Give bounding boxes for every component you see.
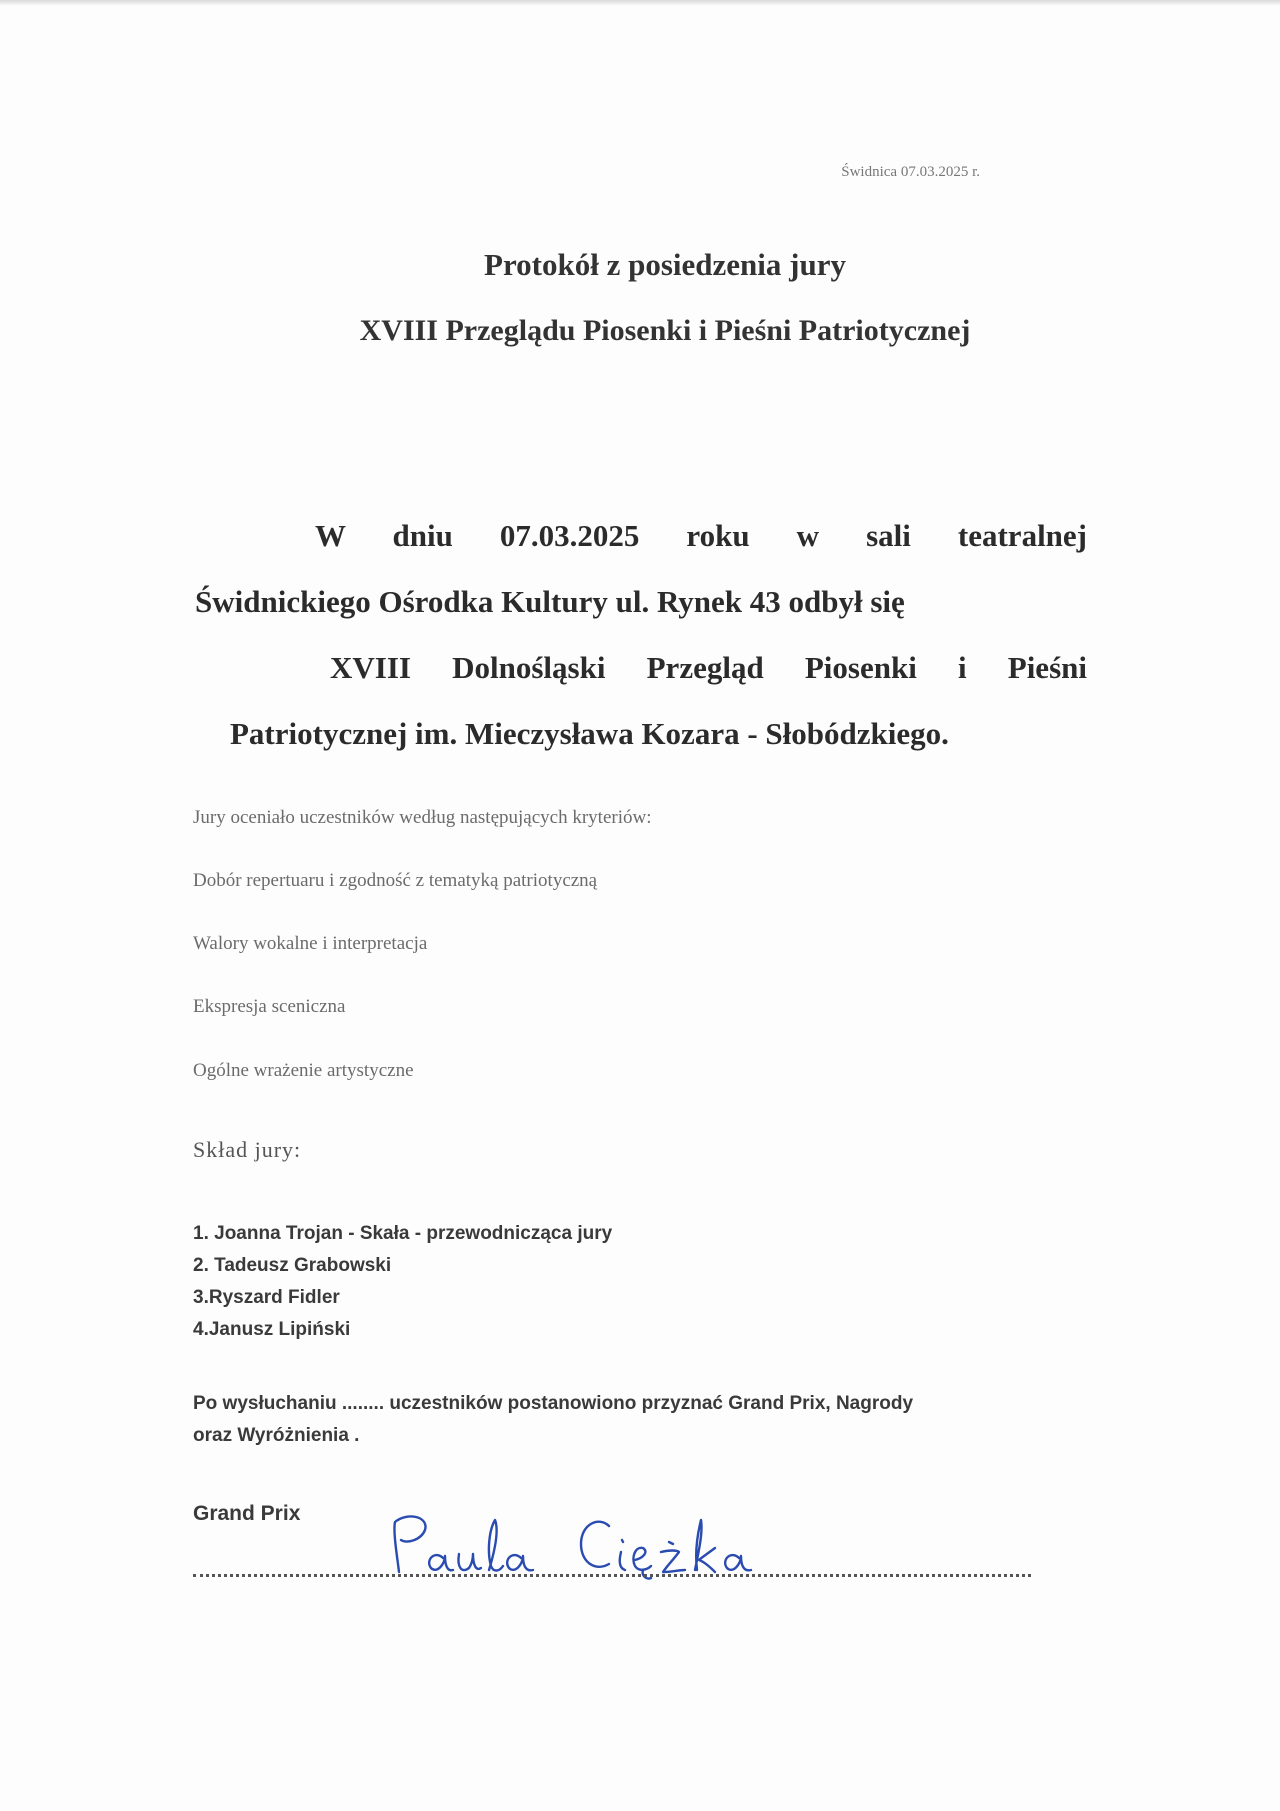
intro-line-2: Świdnickiego Ośrodka Kultury ul. Rynek 43 odbył się: [195, 584, 905, 619]
jury-list: [193, 1218, 612, 1346]
criteria-item: Ekspresja sceniczna: [193, 996, 346, 1017]
criteria-item: Walory wokalne i interpretacja: [193, 933, 428, 954]
document-title: Protokół z posiedzenia jury: [484, 247, 846, 282]
intro-line-1: W dniu 07.03.2025 roku w sali teatralnej: [315, 518, 1087, 553]
signature-dotted-line: [193, 1574, 1031, 1577]
document-subtitle: XVIII Przeglądu Piosenki i Pieśni Patriotycznej: [359, 314, 971, 347]
scan-edge: [0, 0, 1280, 6]
criteria-intro: Jury oceniało uczestników według następujących kryteriów:: [193, 807, 652, 828]
intro-paragraph: [195, 503, 1087, 767]
summary-paragraph: [193, 1388, 1063, 1452]
criteria-item: Dobór repertuaru i zgodność z tematyką patriotyczną: [193, 870, 598, 891]
jury-member: 2. Tadeusz Grabowski: [193, 1255, 392, 1276]
jury-member: 3.Ryszard Fidler: [193, 1287, 340, 1308]
intro-line-4: Patriotycznej im. Mieczysława Kozara - Słobódzkiego.: [230, 716, 949, 751]
jury-member: 4.Janusz Lipiński: [193, 1319, 351, 1340]
grand-prix-label: Grand Prix: [193, 1502, 301, 1525]
document-date: Świdnica 07.03.2025 r.: [841, 164, 980, 180]
summary-line-2: oraz Wyróżnienia .: [193, 1425, 360, 1446]
summary-line-1: Po wysłuchaniu ........ uczestników postanowiono przyznać Grand Prix, Nagrody: [193, 1393, 914, 1414]
intro-line-3: XVIII Dolnośląski Przegląd Piosenki i Pieśni: [330, 650, 1087, 685]
jury-member: 1. Joanna Trojan - Skała - przewodnicząca jury: [193, 1223, 613, 1244]
jury-heading: Skład jury:: [193, 1137, 302, 1162]
criteria-item: Ogólne wrażenie artystyczne: [193, 1060, 414, 1081]
